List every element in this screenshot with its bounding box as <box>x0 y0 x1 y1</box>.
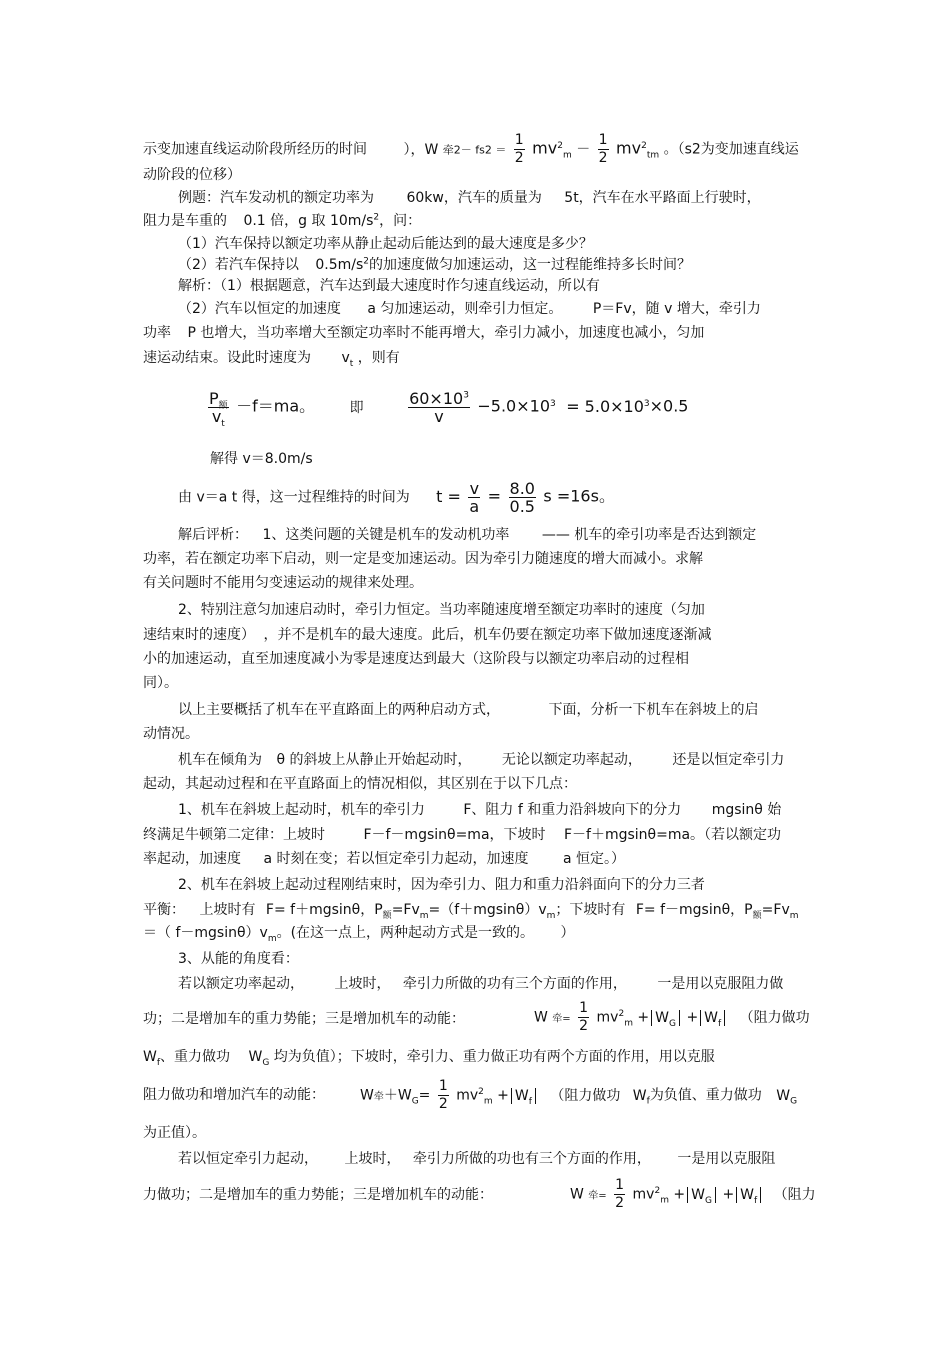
text-line: 有关问题时不能用匀变速运动的规律来处理。 <box>143 575 423 591</box>
text-segment: 示变加速直线运动阶段所经历的时间 <box>143 141 367 158</box>
fraction-v-over-a: $\frac{v}{a}$ <box>469 479 480 516</box>
fraction-numeric: $\frac{60\times 10^3}{v}$ <box>409 389 469 426</box>
formula-term: mv <box>596 1009 619 1026</box>
formula-term: + <box>722 1186 735 1203</box>
subscript: m <box>789 910 799 921</box>
equation-line <box>570 1177 816 1212</box>
text-segment: =（f＋mgsinθ）v <box>428 902 547 918</box>
text-segment: =Fv <box>761 902 790 918</box>
text-segment: P 也增大，当功率增大至额定功率时不能再增大，牵引力减小，加速度也减小，匀加 <box>187 325 705 341</box>
exponent: 2 <box>373 212 380 223</box>
text-segment: 例题：汽车发动机的额定功率为 <box>178 190 374 206</box>
text-segment: F= f＋mgsinθ，P <box>265 902 383 918</box>
text-segment: ，则有 <box>357 350 400 366</box>
exponent: 2 <box>618 1008 625 1019</box>
text-segment: 。（s2为变加速直线运 <box>663 141 799 158</box>
text-segment: 均为负值）；下坡时，牵引力、重力做正功有两个方面的作用，用以克服 <box>273 1049 715 1065</box>
formula-term: ＋W <box>383 1087 412 1104</box>
text-segment: 率起动，加速度 <box>143 851 241 867</box>
formula-term: ×0.5 <box>649 396 689 416</box>
text-line <box>178 526 756 544</box>
text-segment: ，并不是机车的最大速度。此后，机车仍要在额定功率下做加速度逐渐减 <box>263 627 712 643</box>
subscript: G <box>790 1096 798 1107</box>
text-segment: 平衡： <box>143 902 185 918</box>
text-line: 同）。 <box>143 675 178 691</box>
subscript: m <box>267 933 277 944</box>
formula-term: = 5.0×10 <box>566 396 644 416</box>
text-segment: F、阻力 f 和重力沿斜坡向下的分力 <box>463 802 682 818</box>
text-segment: 0.1 倍，g 取 10m/s <box>243 213 374 229</box>
fraction-numeric: $\frac{8.0}{0.5}$ <box>509 479 535 516</box>
exponent: 2 <box>654 1185 661 1196</box>
text-line: 阻力做功和增加汽车的动能： <box>143 1087 325 1103</box>
exponent: 2 <box>478 1086 484 1097</box>
text-segment: （2）若汽车保持以 <box>178 257 299 273</box>
text-segment: 牵引力所做的功也有三个方面的作用， <box>412 1151 651 1167</box>
text-line <box>143 901 799 919</box>
fraction-half: $\frac{1}{2}$ <box>438 1078 448 1112</box>
exponent: 2 <box>557 140 563 151</box>
abs-value: $W_G$ <box>687 1187 716 1203</box>
formula-term: 牵= <box>552 1013 571 1025</box>
text-segment: a 恒定。） <box>562 851 625 867</box>
text-segment: ，问： <box>379 213 422 229</box>
equation-line <box>205 389 689 430</box>
formula-term: W <box>360 1087 374 1104</box>
abs-value: $W_f$ <box>511 1088 536 1104</box>
text-line: 起动，其起动过程和在平直路面上的情况相似，其区别在于以下几点： <box>143 776 577 792</box>
abs-value: $W_G$ <box>651 1010 680 1026</box>
text-line: 2、特别注意匀加速启动时，牵引力恒定。当功率随速度增至额定功率时的速度（匀加 <box>178 602 705 618</box>
fraction-half: $\frac{1}{2}$ <box>514 132 524 166</box>
text-segment: F= f－mgsinθ，P <box>635 902 753 918</box>
subscript: m <box>546 910 556 921</box>
text-line: 解得 v＝8.0m/s <box>210 451 313 467</box>
text-line <box>178 801 781 819</box>
text-segment: 解后评析： <box>178 527 248 543</box>
text-segment: 下面，分析一下机车在斜坡上的启 <box>548 702 759 718</box>
text-line <box>143 212 421 230</box>
text-line <box>143 850 625 868</box>
formula-term: = <box>487 486 502 506</box>
text-line <box>178 975 783 993</box>
formula-term: −5.0×10 <box>477 396 550 416</box>
subscript: f <box>646 1096 650 1107</box>
formula-term: W <box>570 1186 584 1203</box>
text-segment: 为负值、重力做功 <box>649 1087 762 1104</box>
text-segment: 上坡时， <box>344 1151 401 1167</box>
abs-value: $W_f$ <box>700 1010 725 1026</box>
exponent: 2 <box>641 140 647 151</box>
subscript: G <box>262 1057 270 1068</box>
text-line: 功；二是增加车的重力势能；三是增加机车的动能： <box>143 1011 465 1027</box>
text-segment: （2）汽车以恒定的加速度 <box>178 301 341 317</box>
text-segment: 上坡时有 <box>199 902 256 918</box>
formula-term: W <box>248 1049 263 1065</box>
formula-term: W <box>534 1009 548 1026</box>
formula-term: 牵 <box>373 1091 384 1103</box>
formula-term: + <box>497 1087 509 1104</box>
text-line: 小的加速运动，直至加速度减小为零是速度达到最大（这阶段与以额定功率启动的过程相 <box>143 651 689 667</box>
formula-term: mv <box>532 138 558 158</box>
text-line <box>178 256 691 274</box>
text-segment: 的加速度做匀加速运动，这一过程能维持多长时间？ <box>369 257 692 273</box>
text-line: 动阶段的位移） <box>143 167 241 183</box>
text-line <box>143 1048 715 1066</box>
formula-term: W <box>632 1087 647 1104</box>
text-line <box>143 324 704 342</box>
text-segment: P＝Fv，随 v 增大，牵引力 <box>592 301 761 317</box>
subscript: 额 <box>382 910 392 921</box>
subscript: tm <box>646 150 660 161</box>
text-segment: （阻力 <box>773 1186 816 1203</box>
subscript: G <box>411 1096 419 1107</box>
text-line <box>143 924 575 942</box>
text-line: （1）汽车保持以额定功率从静止起动后能达到的最大速度是多少？ <box>178 236 593 252</box>
formula-term: t = <box>436 486 461 506</box>
formula-term: s =16s。 <box>543 486 615 506</box>
text-segment: 、重力做功 <box>160 1049 231 1065</box>
text-segment: ） <box>560 925 575 941</box>
text-segment: θ 的斜坡上从静止开始起动时， <box>276 752 472 768</box>
subscript: 额 <box>752 910 762 921</box>
equation-line <box>360 1078 797 1113</box>
text-line <box>178 1150 775 1168</box>
text-line: 2、机车在斜坡上起动过程刚结束时，因为牵引力、阻力和重力沿斜面向下的分力三者 <box>178 877 705 893</box>
text-segment: 1、这类问题的关键是机车的发动机功率 <box>262 527 510 543</box>
subscript: m <box>483 1096 493 1107</box>
text-line: 3、从能的角度看： <box>178 951 299 967</box>
text-segment: 无论以额定功率起动， <box>501 752 642 768</box>
text-segment: 5t，汽车在水平路面上行驶时， <box>564 190 761 206</box>
text-segment: （阻力做功 <box>739 1009 810 1026</box>
text-line <box>143 132 799 167</box>
text-segment: a 时刻在变；若以恒定牵引力起动，加速度 <box>263 851 529 867</box>
text-segment: —— 机车的牵引功率是否达到额定 <box>541 527 757 543</box>
text-segment: a 匀加速运动，则牵引力恒定。 <box>367 301 563 317</box>
text-line <box>178 751 784 769</box>
text-segment: 速运动结束。设此时速度为 <box>143 350 311 366</box>
text-segment: 即 <box>349 399 364 416</box>
formula-term: mv <box>632 1186 655 1203</box>
text-segment: ），W <box>403 141 439 158</box>
text-line <box>178 189 761 207</box>
subscript: m <box>562 150 572 161</box>
subscript: t <box>349 358 354 369</box>
text-segment: mgsinθ 始 <box>711 802 782 818</box>
formula-term: mv <box>456 1087 479 1104</box>
formula-term: + <box>686 1009 699 1026</box>
text-segment: 上坡时， <box>334 976 391 992</box>
text-segment: 一是用以克服阻力做 <box>657 976 784 992</box>
text-segment: 。(在这一点上，两种起动方式是一致的。 <box>276 925 535 941</box>
exponent: 3 <box>643 398 650 409</box>
formula-term: W <box>776 1087 791 1104</box>
fraction-power-over-velocity: $\frac{P_额}{v_t}$ <box>209 389 228 430</box>
text-segment: 阻力是车重的 <box>143 213 227 229</box>
text-segment: 功率 <box>143 325 171 341</box>
text-line: 解析：（1）根据题意，汽车达到最大速度时作匀速直线运动，所以有 <box>178 278 600 294</box>
text-line: 为正值）。 <box>143 1125 206 1141</box>
exponent: 2 <box>363 256 370 267</box>
text-segment: 若以恒定牵引力起动， <box>178 1151 318 1167</box>
fraction-half: $\frac{1}{2}$ <box>579 1000 589 1034</box>
formula-term: －f＝ma。 <box>236 396 316 416</box>
text-line: 力做功；二是增加车的重力势能；三是增加机车的动能： <box>143 1187 493 1203</box>
text-line: 功率，若在额定功率下启动，则一定是变加速运动。因为牵引力随速度的增大而减小。求解 <box>143 551 703 567</box>
text-line <box>143 626 711 644</box>
text-segment: 终满足牛顿第二定律：上坡时 <box>143 827 325 843</box>
text-segment: F－f＋mgsinθ=ma。（若以额定功 <box>563 827 782 843</box>
text-segment: 由 v＝a t 得，这一过程维持的时间为 <box>178 489 410 506</box>
subscript: f <box>156 1057 161 1068</box>
text-segment: F－f－mgsinθ=ma，下坡时 <box>363 827 546 843</box>
text-segment: =Fv <box>391 902 420 918</box>
equation-line <box>534 1000 810 1035</box>
subscript: m <box>419 910 429 921</box>
subscript: m <box>624 1018 633 1029</box>
text-segment: 牵引力所做的功有三个方面的作用， <box>402 976 627 992</box>
minus-sign: － <box>576 141 591 158</box>
formula-term: + <box>637 1009 650 1026</box>
text-line <box>178 480 615 515</box>
text-segment: 速结束时的速度） <box>143 627 255 643</box>
text-line <box>143 826 781 844</box>
exponent: 3 <box>550 398 556 409</box>
fraction-half: $\frac{1}{2}$ <box>598 132 608 166</box>
text-line <box>178 701 758 719</box>
fraction-half: $\frac{1}{2}$ <box>615 1177 625 1211</box>
text-segment: 机车在倾角为 <box>178 752 262 768</box>
formula-term: W <box>143 1049 157 1065</box>
text-line <box>143 349 400 367</box>
text-segment: ；下坡时有 <box>555 902 626 918</box>
text-segment: v <box>341 350 350 366</box>
formula-term: 牵= <box>588 1190 607 1202</box>
text-segment: 牵2－ fs2 ＝ <box>442 143 507 157</box>
text-line <box>178 300 761 318</box>
text-line: 动情况。 <box>143 726 199 742</box>
text-segment: 若以额定功率起动， <box>178 976 304 992</box>
formula-term: = <box>418 1087 431 1104</box>
text-segment: （阻力做功 <box>550 1087 621 1104</box>
subscript: m <box>660 1195 669 1206</box>
abs-value: $W_f$ <box>736 1187 761 1203</box>
text-segment: 还是以恒定牵引力 <box>672 752 785 768</box>
text-segment: 以上主要概括了机车在平直路面上的两种启动方式， <box>178 702 500 718</box>
text-segment: 1、机车在斜坡上起动时，机车的牵引力 <box>178 802 425 818</box>
text-segment: 一是用以克服阻 <box>677 1151 776 1167</box>
text-segment: 60kw，汽车的质量为 <box>406 190 542 206</box>
formula-term: mv <box>616 138 642 158</box>
formula-term: + <box>673 1186 686 1203</box>
text-segment: 0.5m/s <box>315 257 364 273</box>
text-segment: ＝（ f－mgsinθ）v <box>143 925 268 941</box>
